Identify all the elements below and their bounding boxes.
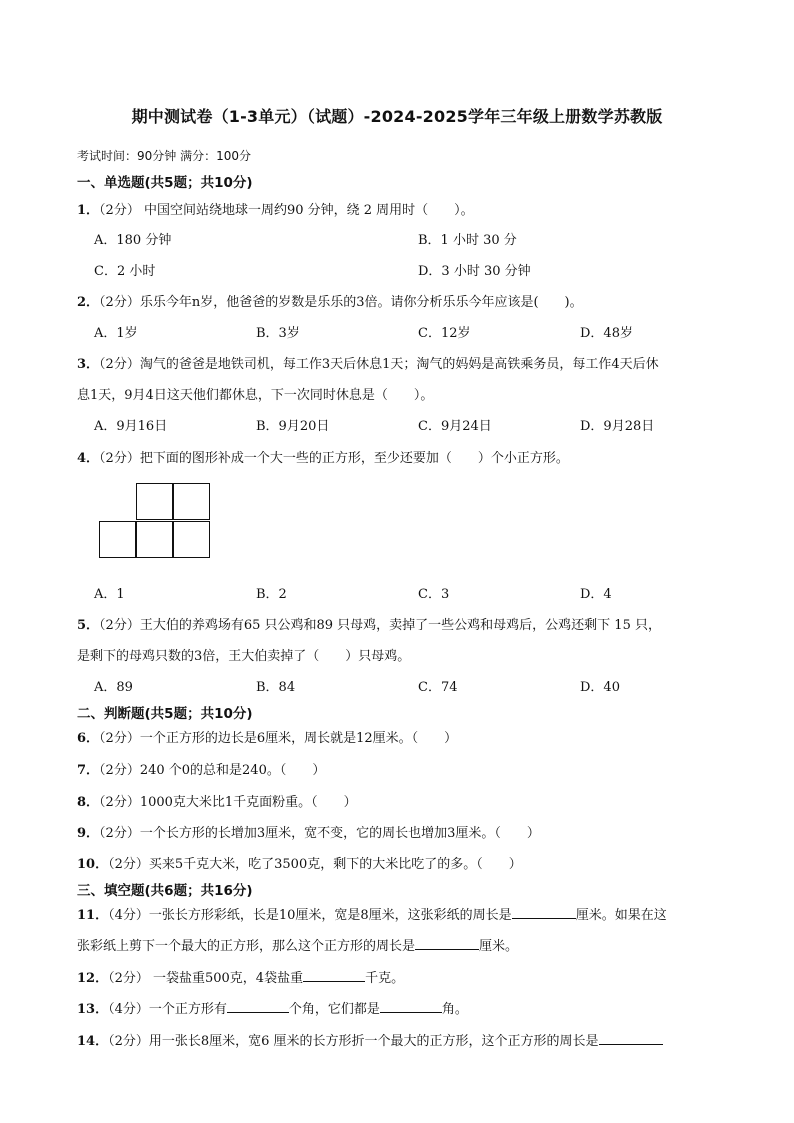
question-10 [77, 853, 522, 872]
small-square [173, 483, 210, 520]
question-text: （4分）一张长方形彩纸，长是10厘米，宽是8厘米，这张彩纸的周长是 [108, 908, 512, 923]
square-figure [99, 483, 213, 560]
question-number: 13． [77, 1002, 109, 1017]
question-text: （2分）1000克大米比1千克面粉重。（ ） [99, 795, 357, 810]
option-c: C．74 [418, 680, 458, 695]
question-number: 9． [77, 826, 100, 841]
option-a: A．89 [94, 680, 133, 695]
small-square [99, 521, 136, 558]
option-b: B．9月20日 [256, 419, 330, 434]
question-text: 个角，它们都是 [288, 1002, 380, 1017]
option-d: D．48岁 [580, 326, 633, 341]
answer-blank[interactable] [380, 1000, 442, 1013]
question-3-continued: 息1天，9月4日这天他们都休息，下一次同时休息是（ ）。 [77, 388, 434, 403]
question-number: 1． [77, 203, 100, 218]
answer-blank[interactable] [512, 906, 576, 919]
question-14 [77, 1030, 663, 1049]
option-c: C．12岁 [418, 326, 471, 341]
option-a: A．180 分钟 [94, 233, 172, 248]
option-a: A．9月16日 [94, 419, 168, 434]
question-8 [77, 791, 357, 810]
option-b: B．84 [256, 680, 296, 695]
question-6 [77, 727, 457, 746]
question-2 [77, 291, 583, 310]
section-true-false: 二、判断题(共5题；共10分) [77, 706, 253, 722]
section-single-choice: 一、单选题(共5题；共10分) [77, 175, 253, 191]
question-text: （2分）一个长方形的长增加3厘米，宽不变，它的周长也增加3厘米。（ ） [99, 826, 540, 841]
question-text: 张彩纸上剪下一个最大的正方形，那么这个正方形的周长是 [77, 939, 416, 954]
answer-blank[interactable] [415, 937, 479, 950]
question-number: 6． [77, 731, 100, 746]
question-number: 5． [77, 618, 100, 633]
question-text: （2分） 中国空间站绕地球一周约90 分钟，绕 2 周用时（ ）。 [99, 203, 474, 218]
question-text: 厘米。如果在这 [575, 908, 667, 923]
exam-title: 期中测试卷（1-3单元）（试题）-2024-2025学年三年级上册数学苏教版 [131, 107, 663, 126]
question-text: （2分）用一张长8厘米，宽6 厘米的长方形折一个最大的正方形，这个正方形的周长是 [108, 1034, 599, 1049]
question-text: 厘米。 [479, 939, 519, 954]
small-square [136, 483, 173, 520]
question-number: 4． [77, 451, 100, 466]
option-c: C．2 小时 [94, 264, 156, 279]
question-text: （2分）乐乐今年n岁，他爸爸的岁数是乐乐的3倍。请你分析乐乐今年应该是( )。 [99, 295, 583, 310]
question-5-continued: 是剩下的母鸡只数的3倍，王大伯卖掉了（ ）只母鸡。 [77, 649, 411, 664]
question-text: （4分）一个正方形有 [108, 1002, 227, 1017]
question-number: 14． [77, 1034, 109, 1049]
question-13 [77, 998, 468, 1017]
question-text: （2分） 一袋盐重500克，4袋盐重 [108, 971, 304, 986]
question-5 [77, 614, 661, 633]
question-text: 千克。 [365, 971, 405, 986]
option-b: B．3岁 [256, 326, 300, 341]
question-number: 10． [77, 857, 109, 872]
option-d: D．9月28日 [580, 419, 655, 434]
answer-blank[interactable] [599, 1032, 663, 1045]
question-text: （2分）把下面的图形补成一个大一些的正方形，至少还要加（ ）个小正方形。 [99, 451, 569, 466]
question-number: 12． [77, 971, 109, 986]
question-1 [77, 199, 474, 218]
option-b: B．2 [256, 587, 287, 602]
small-square [173, 521, 210, 558]
option-d: D．4 [580, 587, 612, 602]
question-4 [77, 447, 569, 466]
question-number: 3． [77, 357, 100, 372]
section-fill-blank: 三、填空题(共6题；共16分) [77, 883, 253, 899]
question-7 [77, 759, 325, 778]
option-c: C．3 [418, 587, 450, 602]
question-text: 角。 [441, 1002, 468, 1017]
question-9 [77, 822, 540, 841]
option-a: A．1 [94, 587, 125, 602]
option-c: C．9月24日 [418, 419, 492, 434]
question-12 [77, 967, 404, 986]
question-text: （2分）一个正方形的边长是6厘米，周长就是12厘米。（ ） [99, 731, 458, 746]
option-a: A．1岁 [94, 326, 138, 341]
option-d: D．3 小时 30 分钟 [418, 264, 531, 279]
answer-blank[interactable] [303, 969, 365, 982]
question-number: 2． [77, 295, 100, 310]
question-text: （2分）240 个0的总和是240。（ ） [99, 763, 326, 778]
question-text: （2分）买来5千克大米，吃了3500克，剩下的大米比吃了的多。（ ） [108, 857, 522, 872]
question-number: 7． [77, 763, 100, 778]
answer-blank[interactable] [227, 1000, 289, 1013]
question-11 [77, 904, 667, 923]
question-text: （2分）淘气的爸爸是地铁司机，每工作3天后休息1天；淘气的妈妈是高铁乘务员，每工作4天后休 [99, 357, 659, 372]
option-d: D．40 [580, 680, 620, 695]
exam-meta: 考试时间：90分钟 满分：100分 [77, 149, 251, 163]
question-11-continued [77, 935, 518, 954]
question-number: 8． [77, 795, 100, 810]
question-text: （2分）王大伯的养鸡场有65 只公鸡和89 只母鸡，卖掉了一些公鸡和母鸡后，公鸡还剩下 15 只， [99, 618, 661, 633]
small-square [136, 521, 173, 558]
question-3 [77, 353, 659, 372]
option-b: B．1 小时 30 分 [418, 233, 517, 248]
question-number: 11． [77, 908, 109, 923]
